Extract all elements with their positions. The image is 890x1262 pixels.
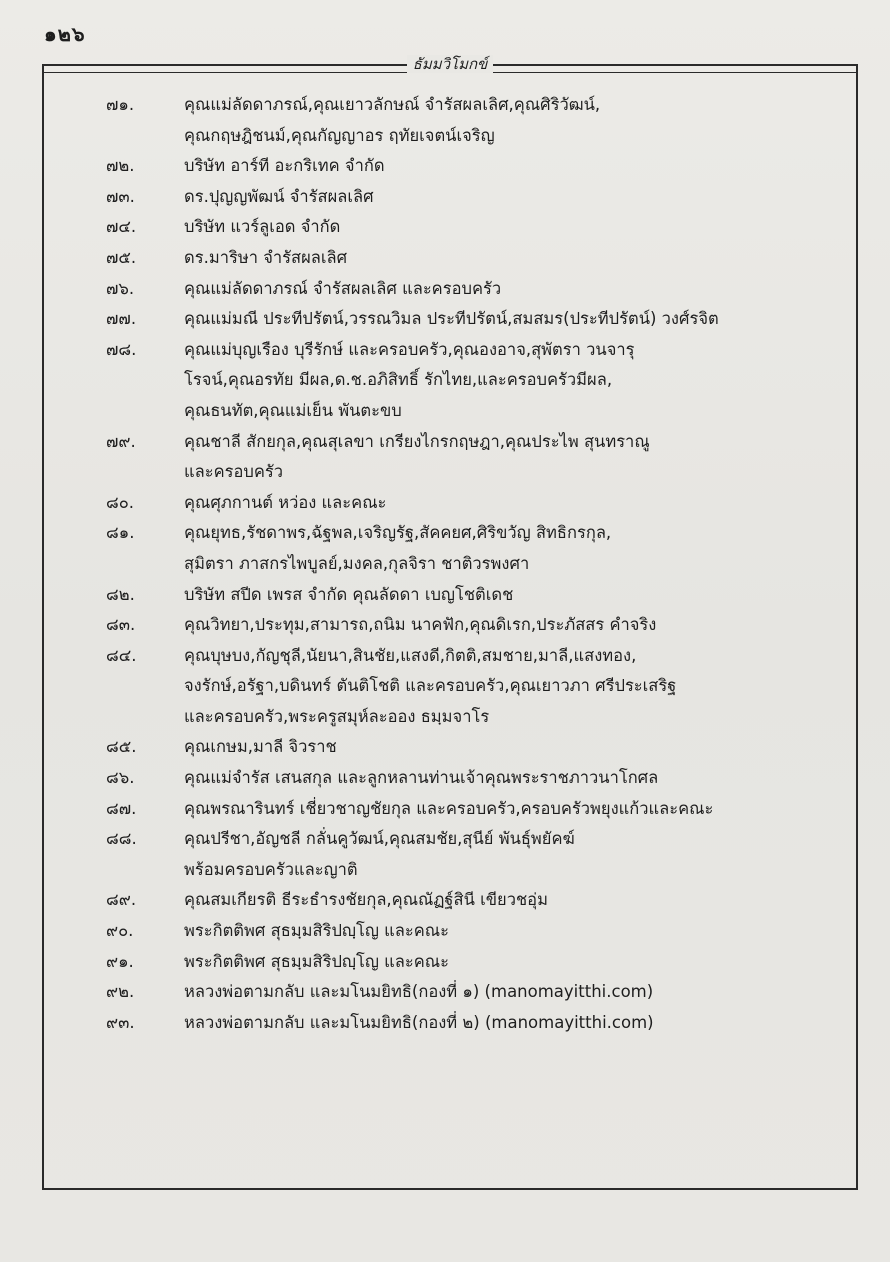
list-item-number: ๘๙. <box>106 890 137 910</box>
list-item-line: พระกิตติพศ สุธมฺมสิริปญฺโญ และคณะ <box>184 951 449 971</box>
list-item-line: คุณแม่จำรัส เสนสกุล และลูกหลานท่านเจ้าคุณพระราชภาวนาโกศล <box>184 768 659 788</box>
list-item-number: ๘๗. <box>106 798 137 818</box>
list-item-line: ดร.มาริษา จำรัสผลเลิศ <box>184 247 348 267</box>
list-item-text <box>184 916 846 947</box>
list-item-text <box>184 518 846 579</box>
list-item-number: ๙๐. <box>106 921 134 941</box>
list-item-line: คุณแม่ลัดดาภรณ์,คุณเยาวลักษณ์ จำรัสผลเลิศ,คุณศิริวัฒน์, <box>184 95 601 114</box>
list-item-text <box>184 610 846 641</box>
list-item <box>106 763 846 794</box>
list-item-line: คุณแม่ลัดดาภรณ์ จำรัสผลเลิศ และครอบครัว <box>184 278 502 298</box>
list-item-text <box>184 947 846 978</box>
list-item <box>106 518 846 579</box>
list-item <box>106 1008 846 1039</box>
list-item <box>106 885 846 916</box>
donor-list <box>106 90 846 1038</box>
list-item <box>106 824 846 885</box>
list-item-text <box>184 243 846 274</box>
list-item <box>106 580 846 611</box>
list-item-line: จงรักษ์,อรัฐา,บดินทร์ ตันติโชติ และครอบครัว,คุณเยาวภา ศรีประเสริฐ <box>184 676 677 696</box>
list-item <box>106 212 846 243</box>
list-item-text <box>184 1008 846 1039</box>
list-item-number: ๗๙. <box>106 431 136 451</box>
list-item <box>106 427 846 488</box>
list-item-text <box>184 794 846 825</box>
list-item <box>106 947 846 978</box>
list-item <box>106 90 846 151</box>
list-item-text <box>184 90 846 151</box>
list-item-number: ๗๕. <box>106 247 137 267</box>
list-item-line: คุณยุทธ,รัชดาพร,ฉัฐพล,เจริญรัฐ,สัคคยศ,ศิริขวัญ สิทธิกรกุล, <box>184 523 612 543</box>
list-item-line: คุณชาลี สักยกุล,คุณสุเลขา เกรียงไกรกฤษฎา,คุณประไพ สุนทราณู <box>184 431 650 451</box>
list-item-line: ดร.ปุญญพัฒน์ จำรัสผลเลิศ <box>184 186 374 206</box>
list-item-line: หลวงพ่อตามกลับ และมโนมยิทธิ(กองที่ ๒) (manomayitthi.com) <box>184 1012 654 1032</box>
list-item-line: คุณบุษบง,กัญชุลี,นัยนา,สินชัย,แสงดี,กิตติ,สมชาย,มาลี,แสงทอง, <box>184 645 637 665</box>
list-item <box>106 977 846 1008</box>
list-item-text <box>184 763 846 794</box>
list-item-line: คุณเกษม,มาลี จิวราช <box>184 737 337 757</box>
list-item-text <box>184 885 846 916</box>
running-header-text: ธัมมวิโมกข์ <box>407 55 494 73</box>
list-item-line: พระกิตติพศ สุธมฺมสิริปญฺโญ และคณะ <box>184 921 449 941</box>
list-item <box>106 243 846 274</box>
list-item-number: ๗๔. <box>106 217 137 237</box>
list-item <box>106 488 846 519</box>
list-item <box>106 182 846 213</box>
list-item-text <box>184 488 846 519</box>
page-number: ๑๒๖ <box>44 22 86 46</box>
list-item-number: ๘๘. <box>106 829 137 849</box>
list-item-text <box>184 151 846 182</box>
list-item-number: ๗๖. <box>106 278 135 298</box>
list-item-line: โรจน์,คุณอรทัย มีผล,ด.ช.อภิสิทธิ์ รักไทย,และครอบครัวมีผล, <box>184 370 613 390</box>
list-item-text <box>184 274 846 305</box>
list-item <box>106 610 846 641</box>
list-item-line: บริษัท อาร์ที อะกริเทค จำกัด <box>184 156 385 176</box>
list-item-line: สุมิตรา ภาสกรไพบูลย์,มงคล,กุลจิรา ชาติวรพงศา <box>184 553 530 573</box>
list-item-number: ๘๐. <box>106 492 135 512</box>
list-item-text <box>184 212 846 243</box>
list-item-text <box>184 977 846 1008</box>
list-item-line: หลวงพ่อตามกลับ และมโนมยิทธิ(กองที่ ๑) (manomayitthi.com) <box>184 982 654 1002</box>
running-header <box>44 52 856 76</box>
list-item-line: คุณแม่มณี ประทีปรัตน์,วรรณวิมล ประทีปรัตน์,สมสมร(ประทีปรัตน์) วงศ์รจิต <box>184 309 719 329</box>
list-item-text <box>184 335 846 427</box>
list-item-number: ๗๘. <box>106 339 137 359</box>
list-item-number: ๘๑. <box>106 523 135 543</box>
list-item-line: คุณปรีชา,อัญชลี กลั่นคูวัฒน์,คุณสมชัย,สุนีย์ พันธุ์พยัคฆ์ <box>184 829 575 849</box>
list-item-line: คุณแม่บุญเรือง บุรีรักษ์ และครอบครัว,คุณองอาจ,สุพัตรา วนจารุ <box>184 339 635 359</box>
list-item-text <box>184 580 846 611</box>
list-item-text <box>184 732 846 763</box>
list-item-number: ๘๖. <box>106 768 135 788</box>
list-item-text <box>184 824 846 885</box>
list-item-text <box>184 641 846 733</box>
list-item-number: ๗๗. <box>106 309 137 329</box>
list-item-text <box>184 304 846 335</box>
list-item <box>106 274 846 305</box>
list-item-number: ๗๓. <box>106 186 135 206</box>
list-item <box>106 641 846 733</box>
list-item <box>106 794 846 825</box>
list-item-number: ๘๔. <box>106 645 137 665</box>
list-item <box>106 916 846 947</box>
list-item <box>106 732 846 763</box>
list-item-line: บริษัท สปีด เพรส จำกัด คุณลัดดา เบญโชติเดช <box>184 584 514 604</box>
list-item-line: คุณสมเกียรติ ธีระธำรงชัยกุล,คุณณัฏฐ์สินี เขียวชอุ่ม <box>184 890 548 910</box>
list-item-text <box>184 427 846 488</box>
list-item-line: และครอบครัว,พระครูสมุห์ละออง ธมฺมจาโร <box>184 706 490 726</box>
list-item-line: คุณธนทัต,คุณแม่เย็น พันตะขบ <box>184 400 402 420</box>
list-item-line: คุณศุภกานต์ หว่อง และคณะ <box>184 492 387 512</box>
list-item-line: คุณพรณารินทร์ เชี่ยวชาญชัยกุล และครอบครัว,ครอบครัวพยุงแก้วและคณะ <box>184 798 714 818</box>
list-item-number: ๘๒. <box>106 584 135 604</box>
list-item <box>106 304 846 335</box>
list-item-number: ๙๒. <box>106 982 135 1002</box>
list-item-number: ๙๑. <box>106 951 134 971</box>
list-item <box>106 151 846 182</box>
list-item-number: ๘๕. <box>106 737 137 757</box>
content-frame <box>42 55 858 1190</box>
list-item-number: ๙๓. <box>106 1012 135 1032</box>
list-item-line: และครอบครัว <box>184 462 284 482</box>
list-item-line: คุณวิทยา,ประทุม,สามารถ,ถนิม นาคฟัก,คุณดิเรก,ประภัสสร คำจริง <box>184 615 657 635</box>
list-item-number: ๗๒. <box>106 156 135 176</box>
list-item-line: บริษัท แวร์ลูเอด จำกัด <box>184 217 341 237</box>
list-item-line: พร้อมครอบครัวและญาติ <box>184 859 358 879</box>
list-item-text <box>184 182 846 213</box>
list-item-number: ๘๓. <box>106 615 136 635</box>
list-item-number: ๗๑. <box>106 95 135 114</box>
list-item <box>106 335 846 427</box>
list-item-line: คุณกฤษฎิชนม์,คุณกัญญาอร ฤทัยเจตน์เจริญ <box>184 125 495 145</box>
